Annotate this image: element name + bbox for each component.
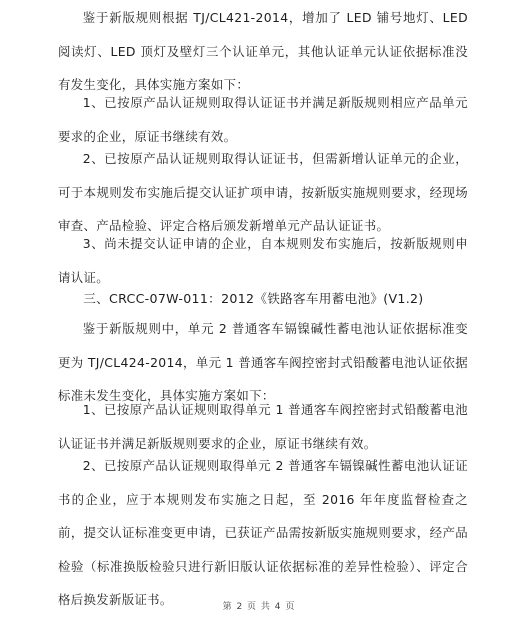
paragraph-battery-intro: 鉴于新版规则中，单元 2 普通客车镉镍碱性蓄电池认证依据标准变更为 TJ/CL424-2014，单元 1 普通客车阀控密封式铅酸蓄电池认证依据标准未发生变化，具体实施方案如下： <box>58 321 468 403</box>
paragraph-led-lighting-intro: 鉴于新版规则根据 TJ/CL421-2014，增加了 LED 铺号地灯、LED 阅读灯、LED 顶灯及壁灯三个认证单元，其他认证单元认证依据标准没有发生变化，具体实施方案如下： <box>58 10 468 92</box>
paragraph-item-2: 2、已按原产品认证规则取得认证证书，但需新增认证单元的企业，可于本规则发布实施后提交认证扩项申请，按新版实施规则要求，经现场审查、产品检验、评定合格后颁发新增单元产品认证证书。 <box>58 151 468 233</box>
paragraph-battery-item-1: 1、已按原产品认证规则取得单元 1 普通客车阀控密封式铅酸蓄电池认证证书并满足新版规则要求的企业，原证书继续有效。 <box>58 402 468 451</box>
paragraph-battery-item-2: 2、已按原产品认证规则取得单元 2 普通客车镉镍碱性蓄电池认证证书的企业，应于本规则发布实施之日起，至 2016 年年度监督检查之前，提交认证标准变更申请，已获证产品需按新版实施规则要求，经产品检验（标准换版检验只进行新旧版认证依据标准的差异性检验）、评定合格后换发新版证书。 <box>58 458 468 607</box>
paragraph-item-3: 3、尚未提交认证申请的企业，自本规则发布实施后，按新版规则申请认证。 <box>58 236 468 285</box>
section-heading-battery: 三、CRCC-07W-011：2012《铁路客车用蓄电池》(V1.2) <box>83 291 424 306</box>
page-number: 第 2 页 共 4 页 <box>222 602 296 612</box>
paragraph-item-1: 1、已按原产品认证规则取得认证证书并满足新版规则相应产品单元要求的企业，原证书继续有效。 <box>58 95 468 144</box>
